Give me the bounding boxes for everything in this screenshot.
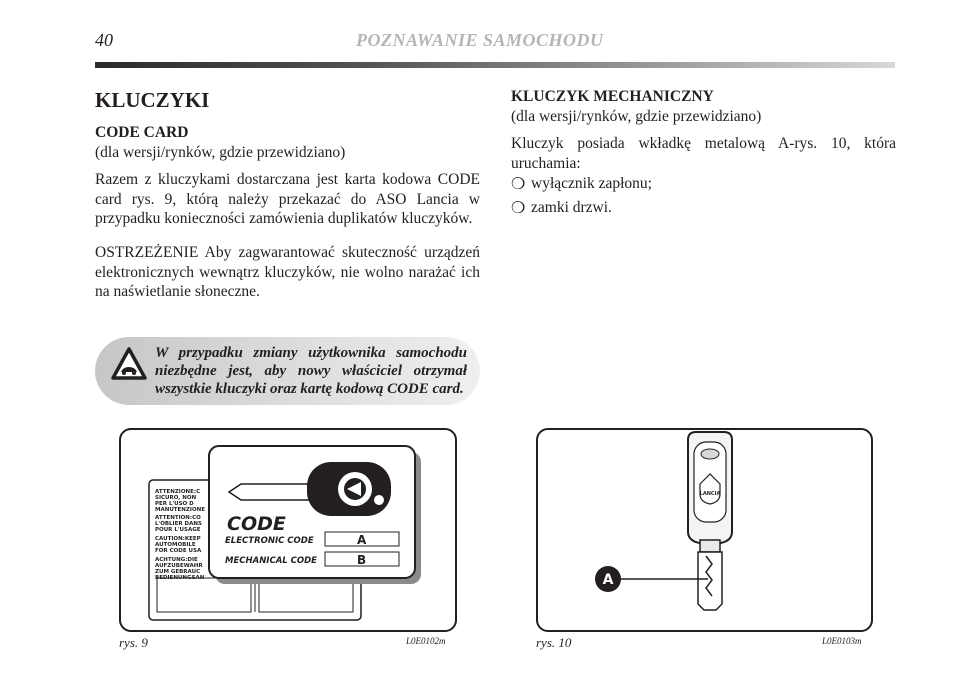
back-text-line: ZUM GEBRAUC [155,569,201,575]
figure-9-code: L0E0102m [406,636,446,646]
key-button-icon [701,449,719,459]
figure-10-mechanical-key [536,428,873,632]
mechanical-key-bullets [511,172,896,220]
warning-text: W przypadku zmiany użytkownika samochodu niezbędne jest, aby nowy właściciel otrzymał wszystkie kluczyki oraz kartę kodową CODE card. [155,345,467,397]
page-number: 40 [95,30,113,50]
bullet-icon: ❍ [511,176,526,193]
mechanical-key-illustration [538,430,871,630]
warning-box [95,337,480,405]
figure-9-code-card [119,428,457,632]
back-text-line: AUFZUBEWAHR [155,563,203,569]
back-text-line: SICURO, NON [155,495,197,501]
card-code-title: CODE [227,513,286,535]
bullet-icon: ❍ [511,200,526,217]
callout-a-label: A [602,572,614,588]
bullet-text: zamki drzwi. [531,199,612,216]
lancia-logo-text: LANCIA [699,491,721,497]
back-text-line: ATTENZIONE:C [155,489,201,495]
code-card-subheading: (dla wersji/rynków, gdzie przewidziano) [95,144,346,161]
section-title: KLUCZYKI [95,88,210,112]
back-text-line: AUTOMOBILE [155,542,196,548]
back-text-line: ATTENTION:CO [155,515,201,521]
back-text-line: ACHTUNG:DIE [155,557,198,563]
card-mechanical-box-letter: B [357,553,367,567]
bullet-text: wyłącznik zapłonu; [531,175,652,192]
header-rule [95,62,895,68]
figure-10-caption: rys. 10 [536,635,572,650]
list-item [511,196,896,220]
mechanical-key-subheading: (dla wersji/rynków, gdzie przewidziano) [511,108,762,125]
card-electronic-box-letter: A [357,533,367,547]
back-text-line: POUR L'USAGE [155,527,201,533]
code-card-paragraph: Razem z kluczykami dostarczana jest karta kodowa CODE card rys. 9, którą należy przekazać do ASO Lancia w przypadku konieczności zamówienia duplikatów kluczyków. [95,171,480,227]
figure-9-caption: rys. 9 [119,635,148,650]
key-blade-outline [229,484,311,500]
back-text-line: CAUTION:KEEP [155,536,201,542]
card-electronic-label: ELECTRONIC CODE [225,536,314,546]
back-text-line: MANUTENZIONE [155,507,205,513]
sunlight-warning-paragraph: OSTRZEŻENIE Aby zagwarantować skuteczność urządzeń elektronicznych wewnątrz kluczyków, nie wolno narażać ich na naświetlanie słoneczne. [95,244,480,300]
mechanical-key-heading: KLUCZYK MECHANICZNY [511,88,714,105]
figure-10-code: L0E0103m [822,636,862,646]
card-mechanical-label: MECHANICAL CODE [225,556,317,566]
back-text-line: PER L'USO D [155,501,194,507]
mechanical-key-paragraph: Kluczyk posiada wkładkę metalową A-rys. 10, która uruchamia: [511,135,896,172]
back-text-line: BEDIENUNGSAN [155,575,205,581]
list-item [511,172,896,196]
code-card-illustration [121,430,455,630]
back-text-line: FOR CODE USA [155,548,202,554]
key-neck [700,540,720,552]
warning-triangle-icon [111,347,147,381]
back-text-line: L'OBLIER DANS [155,521,202,527]
code-card-heading: CODE CARD [95,124,189,141]
key-button [374,495,384,505]
running-head: POZNAWANIE SAMOCHODU [356,30,604,50]
